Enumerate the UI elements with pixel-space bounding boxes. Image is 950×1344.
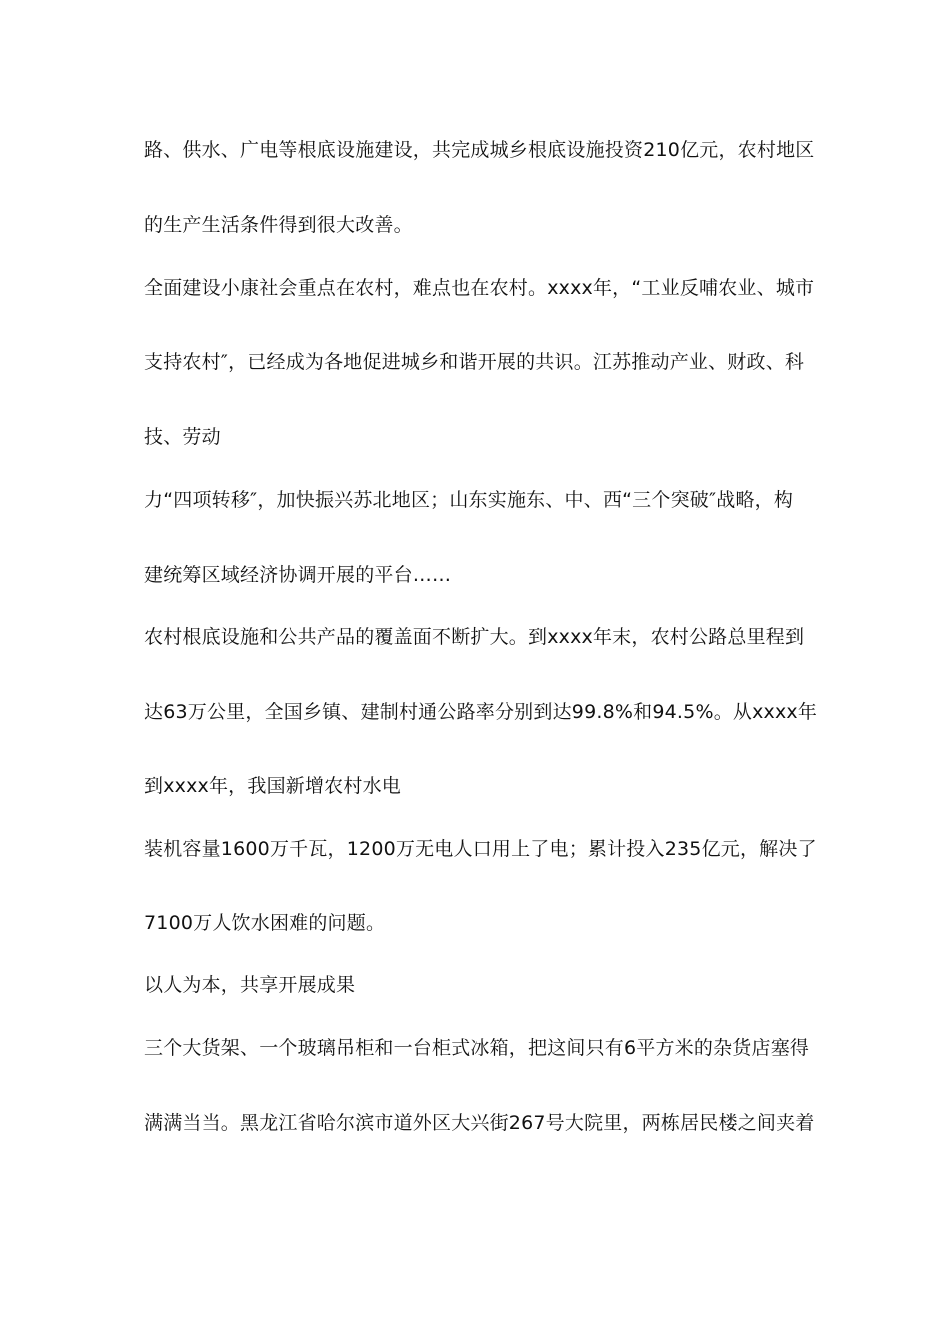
text-line: 三个大货架、一个玻璃吊柜和一台柜式冰箱，把这间只有6平方米的杂货店塞得: [144, 1037, 810, 1059]
text-line: 农村根底设施和公共产品的覆盖面不断扩大。到xxxx年末，农村公路总里程到: [144, 626, 805, 648]
text-line: 装机容量1600万千瓦，1200万无电人口用上了电；累计投入235亿元，解决了: [144, 838, 817, 860]
text-line: 路、供水、广电等根底设施建设，共完成城乡根底设施投资210亿元，农村地区: [144, 139, 815, 161]
text-line: 力“四项转移″，加快振兴苏北地区；山东实施东、中、西“三个突破″战略，构: [144, 489, 794, 511]
text-line: 满满当当。黑龙江省哈尔滨市道外区大兴街267号大院里，两栋居民楼之间夹着: [144, 1112, 815, 1134]
text-line: 支持农村″，已经成为各地促进城乡和谐开展的共识。江苏推动产业、财政、科: [144, 351, 805, 373]
text-line: 的生产生活条件得到很大改善。: [144, 214, 413, 236]
section-heading: 以人为本，共享开展成果: [144, 974, 356, 996]
text-line: 技、劳动: [144, 426, 221, 448]
text-line: 7100万人饮水困难的问题。: [144, 912, 386, 934]
text-line: 达63万公里，全国乡镇、建制村通公路率分别到达99.8%和94.5%。从xxxx年: [144, 701, 818, 723]
text-line: 建统筹区域经济协调开展的平台……: [144, 564, 452, 586]
text-line: 到xxxx年，我国新增农村水电: [144, 775, 401, 797]
text-line: 全面建设小康社会重点在农村，难点也在农村。xxxx年，“工业反哺农业、城市: [144, 277, 815, 299]
